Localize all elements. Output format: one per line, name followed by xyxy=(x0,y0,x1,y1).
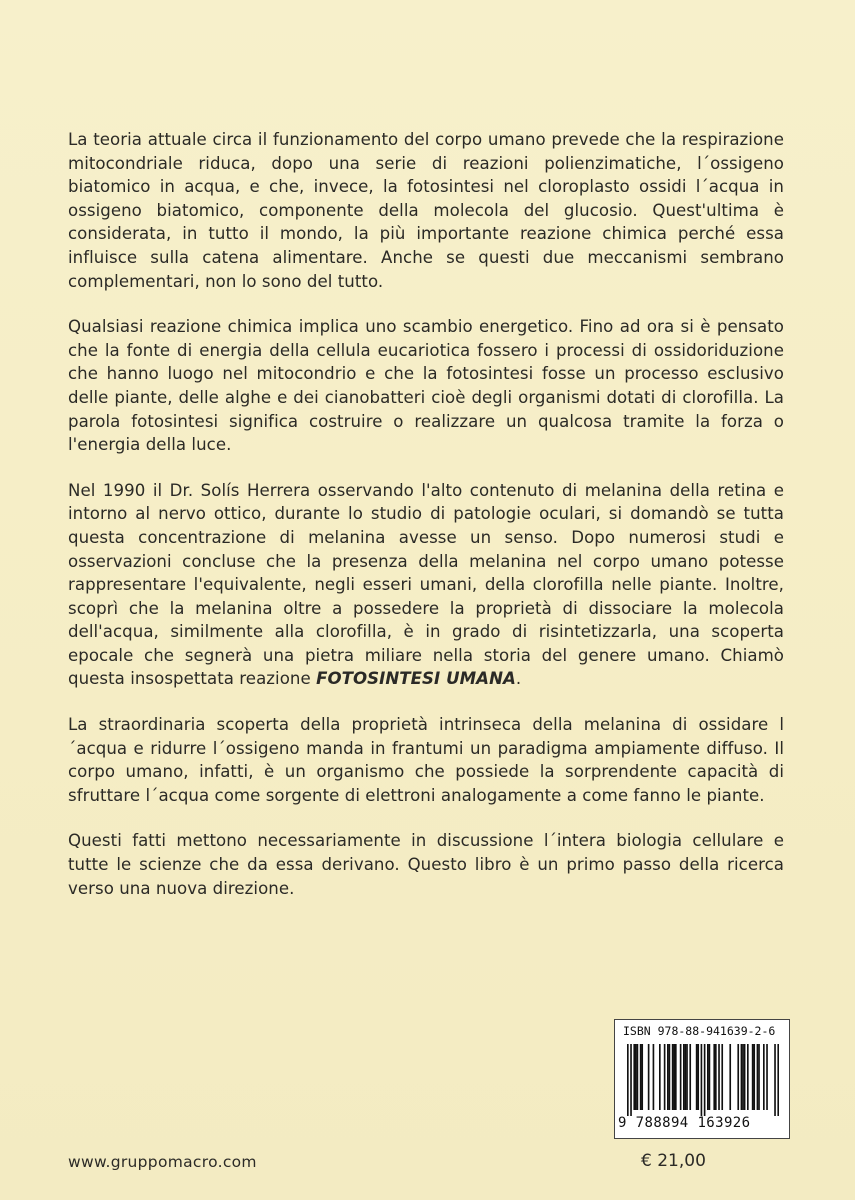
barcode-bar xyxy=(697,1044,699,1110)
barcode-bar xyxy=(763,1044,765,1110)
barcode-bar xyxy=(696,1044,698,1110)
barcode-bar xyxy=(664,1044,666,1110)
blurb-paragraph-3-body: Nel 1990 il Dr. Solís Herrera osservando l'alto contenuto di melanina della retina e intorno al nervo ottico, durante lo studio di patologie oculari, si domandò se tutta questa concentrazione di melanina avesse un senso. Dopo numerosi studi e osservazioni concluse che la presenza della melanina nel corpo umano potesse rappresentare l'equivalente, negli esseri umani, della clorofilla nelle piante. Inoltre, scoprì che la melanina oltre a possedere la proprietà di dissociare la molecola dell'acqua, similmente alla clorofilla, è in grado di risintetizzarla, una scoperta epocale che segnerà una pietra miliare nella storia del genere umano. Chiamò questa insospettata reazione xyxy=(68,480,784,689)
barcode-bar xyxy=(744,1044,746,1110)
barcode-bar xyxy=(766,1044,768,1110)
isbn-label: ISBN 978-88-941639-2-6 xyxy=(623,1024,776,1038)
barcode-bar xyxy=(777,1044,779,1116)
barcode-bar xyxy=(742,1044,744,1110)
barcode-bar xyxy=(715,1044,717,1110)
barcode-bar xyxy=(774,1044,776,1116)
ean-digits: 9 788894 163926 xyxy=(618,1115,751,1131)
barcode-bar xyxy=(630,1044,632,1116)
barcode-bar xyxy=(701,1044,703,1116)
barcode-bar xyxy=(757,1044,759,1110)
barcode-bar xyxy=(648,1044,650,1110)
barcode-bars xyxy=(627,1044,779,1116)
publisher-website: www.gruppomacro.com xyxy=(68,1153,257,1171)
barcode-bar xyxy=(685,1044,687,1110)
barcode-bar xyxy=(741,1044,743,1110)
blurb-text xyxy=(68,128,784,922)
barcode-bar xyxy=(669,1044,671,1110)
barcode-bar xyxy=(635,1044,637,1110)
emphasis-term: FOTOSINTESI UMANA xyxy=(316,669,516,689)
isbn-barcode xyxy=(614,1019,790,1139)
barcode-bar xyxy=(753,1044,755,1110)
barcode-bar xyxy=(689,1044,691,1110)
price-label: € 21,00 xyxy=(641,1151,706,1171)
barcode-bar xyxy=(758,1044,760,1110)
barcode-bar xyxy=(675,1044,677,1110)
barcode-bar xyxy=(653,1044,655,1110)
barcode-bar xyxy=(729,1044,731,1110)
barcode-bar xyxy=(704,1044,706,1116)
barcode-bar xyxy=(737,1044,739,1110)
barcode-bar xyxy=(747,1044,749,1110)
barcode-bar xyxy=(680,1044,682,1110)
barcode-bar xyxy=(633,1044,635,1110)
barcode-bar xyxy=(667,1044,669,1110)
barcode-bar xyxy=(641,1044,643,1110)
blurb-paragraph-1: La teoria attuale circa il funzionamento del corpo umano prevede che la respirazione mitocondriale riduca, dopo una serie di reazioni polienzimatiche, l´ossigeno biatomico in acqua, e che, invece, la fotosintesi nel cloroplasto ossidi l´acqua in ossigeno biatomico, componente della molecola del glucosio. Quest'ultima è considerata, in tutto il mondo, la più importante reazione chimica perché essa influisce sulla catena alimentare. Anche se questi due meccanismi sembrano complementari, non lo sono del tutto. xyxy=(68,130,784,291)
barcode-bar xyxy=(709,1044,711,1110)
barcode-bar xyxy=(683,1044,685,1110)
barcode-bar xyxy=(640,1044,642,1110)
emphasis-suffix: . xyxy=(515,669,522,689)
blurb-paragraph-5: Questi fatti mettono necessariamente in discussione l´intera biologia cellulare e tutte le scienze che da essa derivano. Questo libro è un primo passo della ricerca verso una nuova direzione. xyxy=(68,831,784,898)
barcode-bar xyxy=(721,1044,723,1110)
barcode-bar xyxy=(752,1044,754,1110)
blurb-paragraph-2: Qualsiasi reazione chimica implica uno scambio energetico. Fino ad ora si è pensato che la fonte di energia della cellula eucariotica fossero i processi di ossidoriduzione che hanno luogo nel mitocondrio e che la fotosintesi fosse un processo esclusivo delle piante, delle alghe e dei cianobatteri cioè degli organismi dotati di clorofilla. La parola fotosintesi significa costruire o realizzare un qualcosa tramite la forza o l'energia della luce. xyxy=(68,317,784,455)
barcode-bar xyxy=(707,1044,709,1110)
barcode-bar xyxy=(673,1044,675,1110)
barcode-bar xyxy=(713,1044,715,1110)
blurb-paragraph-4: La straordinaria scoperta della proprietà intrinseca della melanina di ossidare l´acqua e ridurre l´ossigeno manda in frantumi un paradigma ampiamente diffuso. Il corpo umano, infatti, è un organismo che possiede la sorprendente capacità di sfruttare l´acqua come sorgente di elettroni analogamente a come fanno le piante. xyxy=(68,715,784,805)
barcode-bar xyxy=(659,1044,661,1110)
blurb-paragraph-3 xyxy=(68,479,784,691)
barcode-bar xyxy=(627,1044,629,1116)
barcode-bar xyxy=(718,1044,720,1110)
barcode-bar xyxy=(686,1044,688,1110)
barcode-bar xyxy=(672,1044,674,1110)
barcode-bar xyxy=(637,1044,639,1110)
